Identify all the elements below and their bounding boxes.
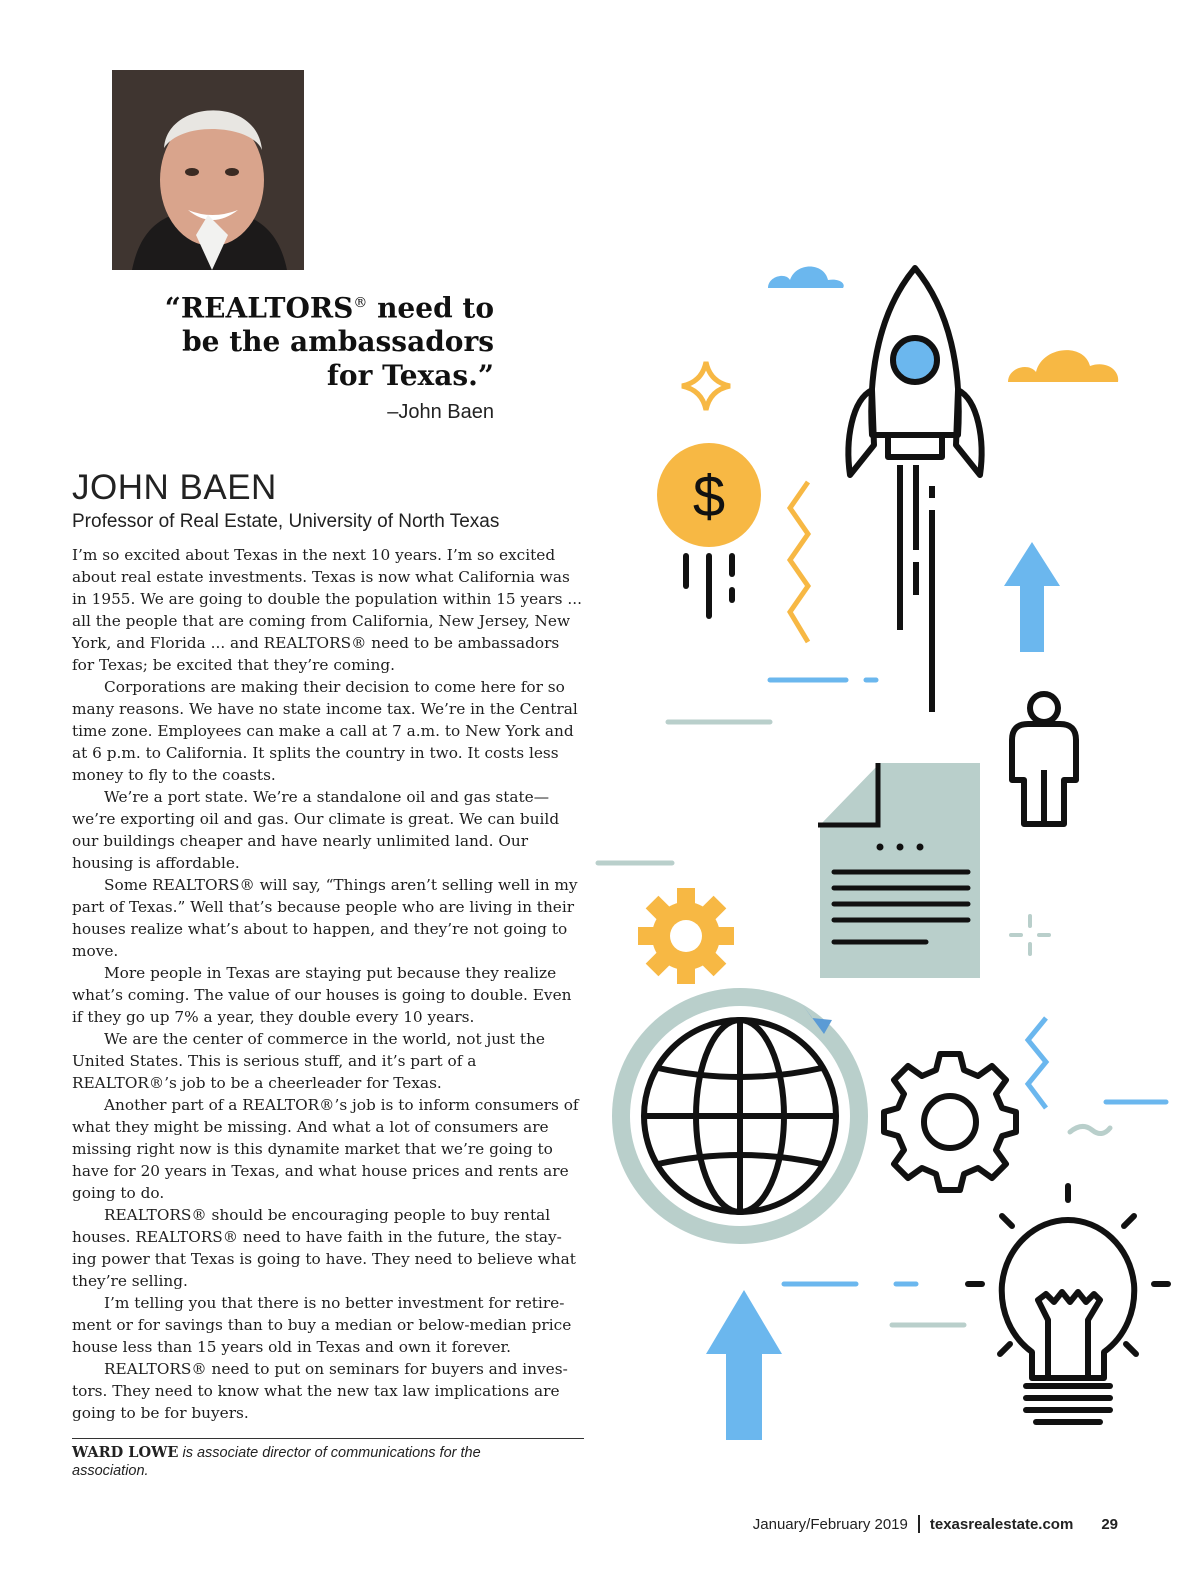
lightbulb-icon xyxy=(968,1186,1168,1422)
credit-divider xyxy=(72,1438,584,1439)
pull-quote-line-2: be the ambassadors xyxy=(182,325,494,359)
paragraph: Corporations are making their decision to come here for so many reasons. We have no state income tax. We’re in the Central time zone. Employees can make a call at 7 a.m. to New York and at 6 p.m. to California. It splits the country in two. It costs less money to fly to the coasts. xyxy=(72,678,578,784)
pull-quote-line-1-rest: need to xyxy=(367,291,494,325)
article-body xyxy=(72,544,582,1424)
gear-icon xyxy=(638,888,734,984)
paragraph: REALTORS® should be encouraging people to buy rental houses. REALTORS® need to have faith in the future, the stay- ing power that Texas is going to have. They need to believe what they’re selling. xyxy=(72,1206,576,1290)
credit-author: WARD LOWE xyxy=(72,1444,179,1461)
paragraph: More people in Texas are staying put because they realize what’s coming. The value of our houses is going to double. Even if they go up 7% a year, they double every 10 years. xyxy=(72,964,572,1026)
paragraph: Another part of a REALTOR®’s job is to inform consumers of what they might be missing. And what a lot of consumers are missing right now is this dynamite market that we’re going to have for 20 years in Texas, and what house prices and rents are going to do. xyxy=(72,1096,579,1202)
paragraph: I’m so excited about Texas in the next 10 years. I’m so excited about real estate investments. Texas is now what California was in 1955. We are going to double the population within 15 years ... all the people that are coming from California, New Jersey, New York, and Florida ... and REALTORS® need to be ambassadors for Texas; be excited that they’re coming. xyxy=(72,546,582,674)
footer-issue: January/February 2019 xyxy=(752,1515,908,1533)
cloud-icon xyxy=(768,267,844,289)
arrow-up-icon xyxy=(706,1290,782,1440)
paragraph: We’re a port state. We’re a standalone oil and gas state— we’re exporting oil and gas. Our climate is great. We can build our buildings cheaper and have nearly unlimited land. Our housing is affordable. xyxy=(72,788,560,872)
tilde-icon xyxy=(1070,1126,1110,1133)
registered-mark: ® xyxy=(353,295,368,311)
crosshair-icon xyxy=(1011,916,1049,954)
paragraph: We are the center of commerce in the world, not just the United States. This is serious stuff, and it’s part of a REALTOR®’s job to be a cheerleader for Texas. xyxy=(72,1030,545,1092)
paragraph: REALTORS® need to put on seminars for buyers and inves- tors. They need to know what the new tax law implications are going to be for buyers. xyxy=(72,1360,568,1422)
zigzag-icon xyxy=(1028,1018,1046,1108)
arrow-up-icon xyxy=(1004,542,1060,652)
decorative-illustration xyxy=(590,250,1190,1450)
profile-name: JOHN BAEN xyxy=(72,468,277,507)
pull-quote-line-3: for Texas.” xyxy=(326,359,494,393)
document-icon xyxy=(818,763,980,978)
rocket-icon xyxy=(848,268,981,712)
pull-quote-attribution: –John Baen xyxy=(387,401,494,423)
person-icon xyxy=(1012,694,1076,824)
globe-icon xyxy=(612,988,868,1244)
footer-separator xyxy=(918,1515,920,1533)
sparkle-icon xyxy=(682,362,730,410)
pull-quote-line-1: “REALTORS xyxy=(164,291,354,325)
gear-icon xyxy=(884,1054,1016,1190)
paragraph: Some REALTORS® will say, “Things aren’t selling well in my part of Texas.” Well that’s because people who are living in their houses realize what’s about to happen, and they’re not going to move. xyxy=(72,876,578,960)
credit-text: is associate director of communications for the association. xyxy=(72,1445,481,1479)
page-number: 29 xyxy=(1101,1515,1118,1533)
footer-site[interactable]: texasrealestate.com xyxy=(929,1515,1074,1533)
cloud-icon xyxy=(1008,350,1118,382)
profile-role: Professor of Real Estate, University of North Texas xyxy=(72,511,500,532)
zigzag-icon xyxy=(790,482,808,642)
page-footer xyxy=(753,1515,1118,1533)
paragraph: I’m telling you that there is no better investment for retire- ment or for savings than to buy a median or below-median price house less than 15 years old in Texas and own it forever. xyxy=(72,1294,572,1356)
portrait-image xyxy=(112,70,304,270)
dollar-coin-icon xyxy=(657,443,761,616)
author-photo xyxy=(112,70,304,270)
pull-quote xyxy=(150,286,494,393)
dollar-sign: $ xyxy=(692,464,726,529)
author-credit xyxy=(72,1444,492,1480)
